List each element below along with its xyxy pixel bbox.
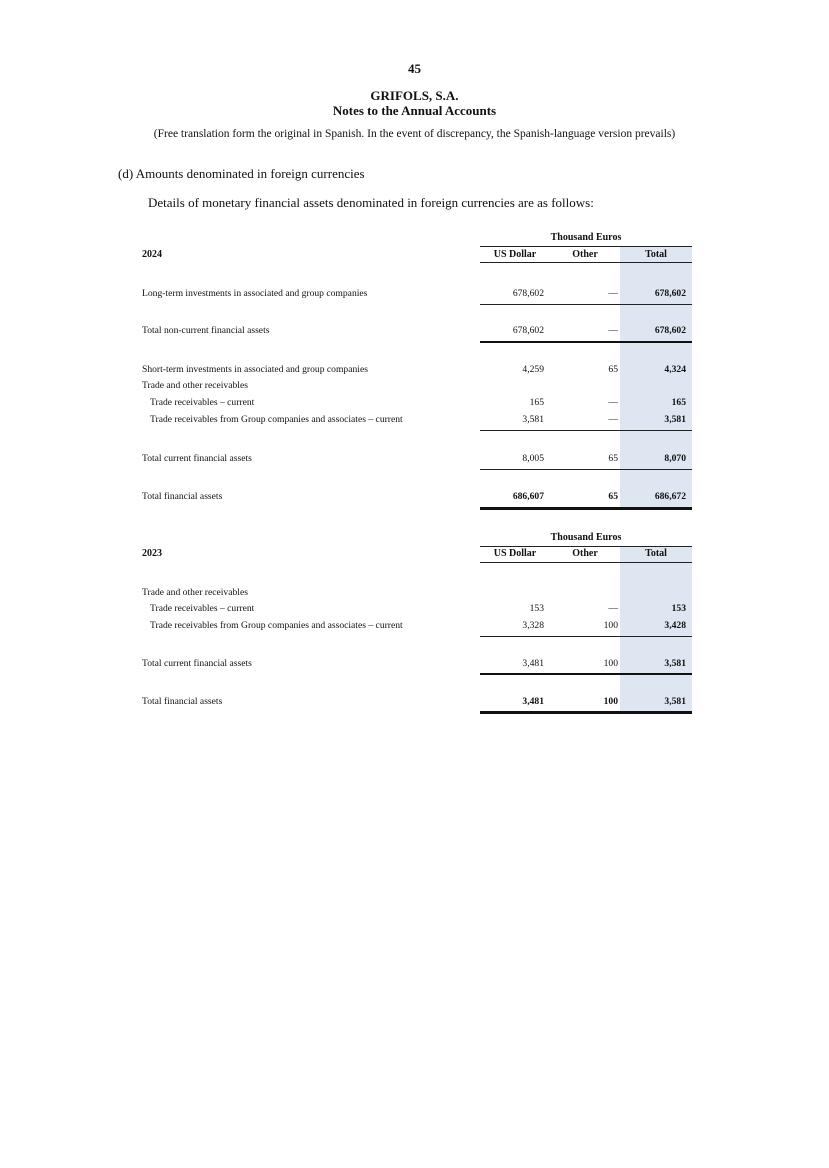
- document-title: Notes to the Annual Accounts: [332, 103, 497, 118]
- col-us-dollar: US Dollar: [493, 548, 537, 559]
- year-label: 2023: [142, 548, 162, 559]
- subtotal-rule: [480, 636, 692, 637]
- subtotal-rule: [480, 469, 692, 470]
- total-rule: [480, 507, 692, 510]
- table-row: [140, 453, 692, 467]
- table-row: [140, 397, 692, 411]
- table-row: [140, 325, 692, 339]
- year-label: 2024: [142, 249, 162, 260]
- other-value: —: [608, 397, 618, 408]
- total-value: 3,428: [664, 620, 686, 631]
- us-dollar-value: 153: [529, 603, 544, 614]
- total-rule: [480, 341, 692, 343]
- us-dollar-value: 686,607: [512, 491, 544, 502]
- col-other: Other: [572, 249, 598, 260]
- header-bottom-rule: [480, 262, 692, 263]
- total-value: 686,672: [654, 491, 686, 502]
- row-label: Trade receivables from Group companies and associates – current: [150, 414, 403, 425]
- total-value: 3,581: [664, 696, 686, 707]
- table-row: [140, 620, 692, 634]
- subtotal-rule: [480, 430, 692, 431]
- other-value: 65: [608, 491, 618, 502]
- us-dollar-value: 678,602: [512, 325, 544, 336]
- total-rule: [480, 673, 692, 675]
- table-2023: [140, 530, 692, 716]
- translation-note: (Free translation form the original in Spanish. In the event of discrepancy, the Spanish-language version prevails): [153, 128, 676, 140]
- us-dollar-value: 3,481: [522, 696, 544, 707]
- row-label: Trade and other receivables: [142, 380, 248, 391]
- table-row: [140, 364, 692, 378]
- other-value: 100: [603, 658, 618, 669]
- row-label: Short-term investments in associated and group companies: [142, 364, 368, 375]
- header-rule: [480, 246, 692, 247]
- other-value: —: [608, 414, 618, 425]
- col-other: Other: [572, 548, 598, 559]
- table-row: [140, 603, 692, 617]
- other-value: —: [608, 288, 618, 299]
- us-dollar-value: 3,481: [522, 658, 544, 669]
- intro-paragraph: Details of monetary financial assets denominated in foreign currencies are as follows:: [148, 195, 594, 210]
- total-value: 8,070: [664, 453, 686, 464]
- row-label: Total non-current financial assets: [142, 325, 270, 336]
- table-2024: [140, 230, 692, 512]
- section-heading: (d) Amounts denominated in foreign currencies: [118, 166, 365, 181]
- other-value: —: [608, 603, 618, 614]
- table-row: [140, 288, 692, 302]
- row-label: Trade receivables – current: [150, 603, 255, 614]
- table-row: [140, 587, 692, 601]
- total-value: 4,324: [664, 364, 686, 375]
- us-dollar-value: 3,328: [522, 620, 544, 631]
- other-value: —: [608, 325, 618, 336]
- table-row: [140, 414, 692, 428]
- table-row: [140, 491, 692, 505]
- us-dollar-value: 165: [529, 397, 544, 408]
- col-us-dollar: US Dollar: [493, 249, 537, 260]
- col-total: Total: [645, 249, 667, 260]
- total-value: 165: [671, 397, 686, 408]
- table-row: [140, 380, 692, 394]
- row-label: Total financial assets: [142, 491, 223, 502]
- row-label: Trade and other receivables: [142, 587, 248, 598]
- us-dollar-value: 3,581: [522, 414, 544, 425]
- total-rule: [480, 711, 692, 714]
- subtotal-rule: [480, 304, 692, 305]
- row-label: Trade receivables – current: [150, 397, 255, 408]
- table-row: [140, 696, 692, 710]
- other-value: 100: [603, 696, 618, 707]
- total-value: 3,581: [664, 414, 686, 425]
- total-value: 153: [671, 603, 686, 614]
- thousand-euros-header: Thousand Euros: [550, 232, 622, 243]
- col-total: Total: [645, 548, 667, 559]
- row-label: Total current financial assets: [142, 453, 252, 464]
- total-value: 3,581: [664, 658, 686, 669]
- table-row: [140, 658, 692, 672]
- page-number: 45: [408, 61, 421, 76]
- header-bottom-rule: [480, 562, 692, 563]
- other-value: 65: [608, 453, 618, 464]
- row-label: Long-term investments in associated and group companies: [142, 288, 368, 299]
- other-value: 65: [608, 364, 618, 375]
- us-dollar-value: 4,259: [522, 364, 544, 375]
- thousand-euros-header: Thousand Euros: [550, 532, 622, 543]
- total-value: 678,602: [654, 325, 686, 336]
- us-dollar-value: 8,005: [522, 453, 544, 464]
- row-label: Total current financial assets: [142, 658, 252, 669]
- other-value: 100: [603, 620, 618, 631]
- row-label: Trade receivables from Group companies and associates – current: [150, 620, 403, 631]
- us-dollar-value: 678,602: [512, 288, 544, 299]
- company-name: GRIFOLS, S.A.: [370, 88, 459, 103]
- header-rule: [480, 546, 692, 547]
- row-label: Total financial assets: [142, 696, 223, 707]
- total-value: 678,602: [654, 288, 686, 299]
